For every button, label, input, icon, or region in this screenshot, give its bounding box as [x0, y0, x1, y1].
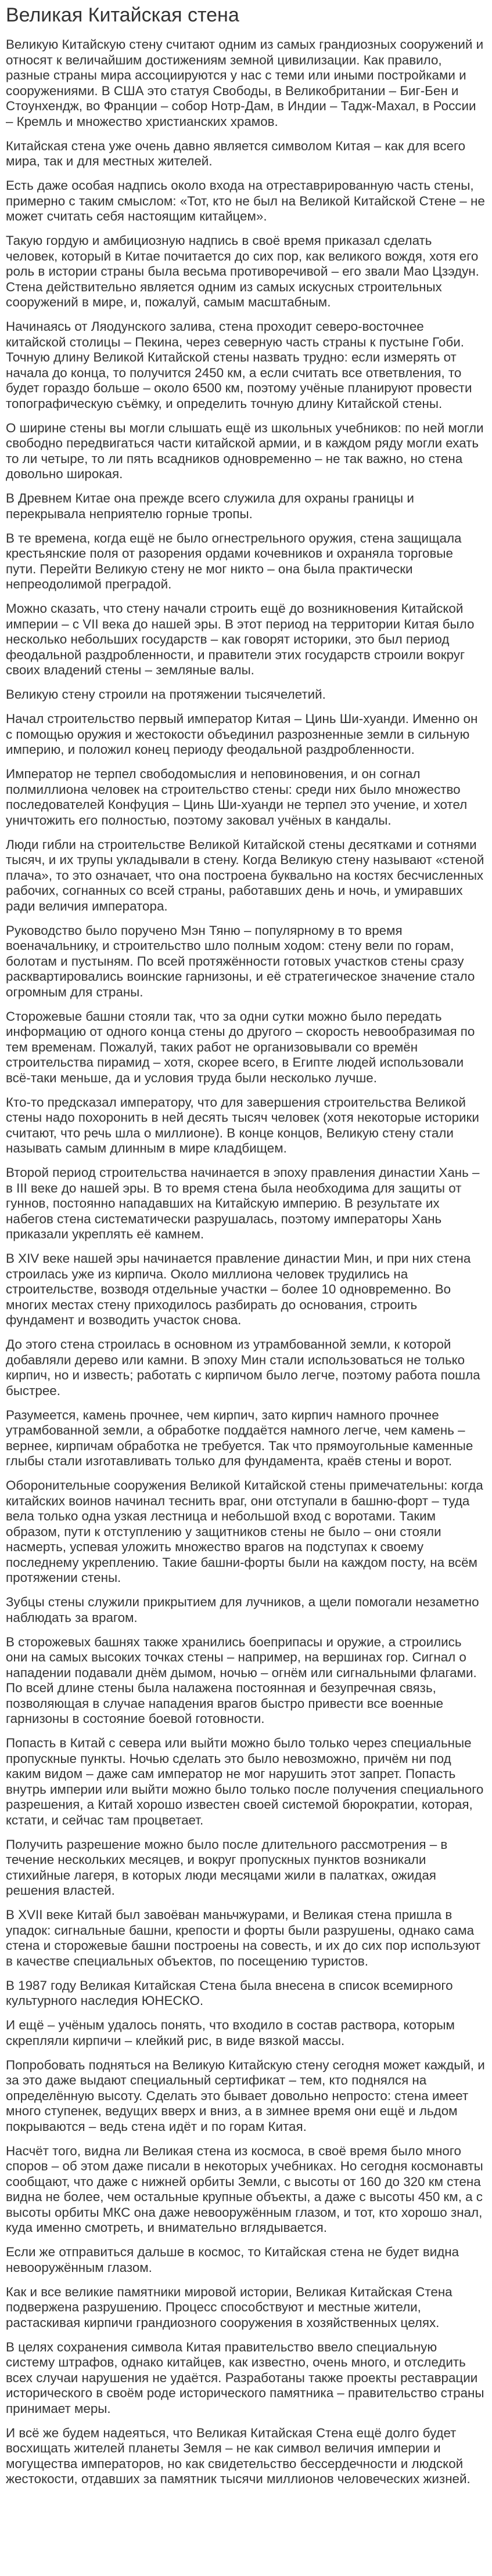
article-paragraph: В сторожевых башнях также хранились боеприпасы и оружие, а строились они на самых высоких точках стены – например, на вершинах гор. Сигнал о нападении подавали днём дымом, ночью – огнём или сигнальными флагами. По всей длине стены была налажена постоянная и безупречная связь, позволяющая в случае нападения врагов быстро привести все военные гарнизоны в состояние боевой готовности. [6, 1634, 477, 1726]
article-paragraph: В 1987 году Великая Китайская Стена была внесена в список всемирного культурного наследия ЮНЕСКО. [6, 1978, 453, 2008]
article-paragraph: Кто-то предсказал императору, что для завершения строительства Великой стены надо похоронить в ней десять тысяч человек (хотя некоторые историки считают, что речь шла о миллионе). В конце концов, Великую стену стали называть самым длинным в мире кладбищем. [6, 1094, 479, 1155]
article-paragraph: Если же отправиться дальше в космос, то Китайская стена не будет видна невооружённым глазом. [6, 2245, 459, 2275]
article-title: Великая Китайская стена [6, 4, 239, 26]
article-paragraph: Начинаясь от Ляодунского залива, стена проходит северо-восточнее китайской столицы – Пекина, через северную часть страны к пустыне Гоби. Точную длину Великой Китайской стены назвать трудно: если измерять от начала до конца, то получится 2450 км, а если считать все ответвления, то будет гораздо больше – около 6500 км, поэтому учёные планируют провести топографическую съёмку, и определить точную длину Китайской стены. [6, 319, 472, 411]
article-paragraph: Великую стену строили на протяжении тысячелетий. [6, 687, 326, 702]
article-paragraph: В Древнем Китае она прежде всего служила для охраны границы и перекрывала неприятелю горные тропы. [6, 491, 414, 521]
article-paragraph: И всё же будем надеяться, что Великая Китайская Стена ещё долго будет восхищать жителей планеты Земля – не как символ величия империи и могущества императоров, но как свидетельство бессердечности и людской жестокости, отдавших за памятник тысячи миллионов человеческих жизней. [6, 2425, 471, 2486]
article-paragraph: До этого стена строилась в основном из утрамбованной земли, к которой добавляли дерево или камни. В эпоху Мин стали использоваться не только кирпич, но и известь; работать с кирпичом было легче, поэтому работа пошла быстрее. [6, 1337, 480, 1398]
article-paragraph: Великую Китайскую стену считают одним из самых грандиозных сооружений и относят к величайшим достижениям земной цивилизации. Как правило, разные страны мира ассоциируются у нас с теми или иными постройками и сооружениями. В США это статуя Свободы, в Великобритании – Биг-Бен и Стоунхендж, во Франции – собор Нотр-Дам, в Индии – Тадж-Махал, в России – Кремль и множество христианских храмов. [6, 37, 484, 129]
article-paragraph: В XIV веке нашей эры начинается правление династии Мин, и при них стена строилась уже из кирпича. Около миллиона человек трудились на строительстве, возводя отдельные участки – более 10 одновременно. Во многих местах стену приходилось разбирать до основания, строить фундамент и возводить участок снова. [6, 1251, 471, 1327]
article-paragraph: Руководство было поручено Мэн Тяню – популярному в то время военачальнику, и строительство шло полным ходом: стену вели по горам, болотам и пустыням. По всей протяжённости готовых участков стены сразу расквартировались воинские гарнизоны, и её стратегическое значение стало огромным для страны. [6, 923, 475, 999]
article-paragraph: Насчёт того, видна ли Великая стена из космоса, в своё время было много споров – об этом даже писали в некоторых учебниках. Но сегодня космонавты сообщают, что даже с нижней орбиты Земли, с высоты от 160 до 320 км стена видна не более, чем остальные крупные объекты, а даже с высоты 450 км, а с высоты орбиты МКС она даже невооружённым глазом, и тот, кто хорошо знал, куда именно смотреть, и внимательно вглядывается. [6, 2143, 483, 2235]
article-paragraph: В целях сохранения символа Китая правительство ввело специальную систему штрафов, однако китайцев, как известно, очень много, и отследить всех случаи нарушения не удаётся. Разработаны также проекты реставрации исторического в своём роде исторического памятника – правительство страны принимает меры. [6, 2339, 484, 2416]
article-paragraph: И ещё – учёным удалось понять, что входило в состав раствора, которым скрепляли кирпичи – клейкий рис, в виде вязкой массы. [6, 2018, 455, 2048]
article-paragraph: Сторожевые башни стояли так, что за одни сутки можно было передать информацию от одного конца стены до другого – скорость невообразимая по тем временам. Пожалуй, таких работ не организовывали со времён строительства пирамид – хотя, скорее всего, в Египте людей использовали всё-таки меньше, да и условия труда были несколько лучше. [6, 1009, 475, 1085]
article-paragraph: Попробовать подняться на Великую Китайскую стену сегодня может каждый, и за это даже выдают специальный сертификат – тем, кто поднялся на определённую высоту. Сделать это бывает довольно непросто: стена имеет много ступенек, ведущих вверх и вниз, а в зимнее время они ещё и льдом покрываются – ведь стена идёт и по горам Китая. [6, 2057, 485, 2134]
article-paragraph: Как и все великие памятники мировой истории, Великая Китайская Стена подвержена разрушению. Процесс способствуют и местные жители, растаскивая кирпичи грандиозного сооружения в хозяйственных целях. [6, 2284, 453, 2330]
article-paragraph: Получить разрешение можно было после длительного рассмотрения – в течение нескольких месяцев, и вокруг пропускных пунктов возникали стихийные лагеря, в которых люди месяцами жили в палатках, ожидая решения властей. [6, 1837, 448, 1898]
article-paragraph: В XVII веке Китай был завоёван маньчжурами, и Великая стена пришла в упадок: сигнальные башни, крепости и форты были разрушены, однако сама стена и сторожевые башни построены на совесть, и их до сих пор используют в качестве специальных объектов, по посещению туристов. [6, 1907, 481, 1968]
article-paragraph: Попасть в Китай с севера или выйти можно было только через специальные пропускные пункты. Ночью сделать это было невозможно, причём ни под каким видом – даже сам император не мог нарушить этот запрет. Попасть внутрь империи или выйти можно было только после получения специального разрешения, а Китай хорошо известен своей системой бюрократии, которая, кстати, и сейчас там процветает. [6, 1736, 484, 1827]
article-paragraph: В те времена, когда ещё не было огнестрельного оружия, стена защищала крестьянские поля от разорения ордами кочевников и охраняла торговые пути. Перейти Великую стену не мог никто – она была практически непреодолимой преградой. [6, 530, 462, 591]
article-paragraph: Китайская стена уже очень давно является символом Китая – как для всего мира, так и для местных жителей. [6, 138, 466, 168]
article-paragraph: Оборонительные сооружения Великой Китайской стены примечательны: когда китайских воинов начинал теснить враг, они отступали в башню-форт – туда вела только одна узкая лестница и небольшой вход с воротами. Таким образом, пути к отступлению у защитников стены не было – они стояли насмерть, успевая уложить множество врагов на подступах к своему последнему укреплению. Такие башни-форты были на каждом посту, на всём протяжении стены. [6, 1478, 483, 1585]
article-paragraph: Зубцы стены служили прикрытием для лучников, а щели помогали незаметно наблюдать за врагом. [6, 1595, 479, 1625]
article-paragraph: Император не терпел свободомыслия и неповиновения, и он согнал полмиллиона человек на строительство стены: среди них было множество последователей Конфуция – Цинь Ши-хуанди не терпел это учение, и хотел уничтожить его полностью, поэтому заковал учёных в кандалы. [6, 767, 468, 828]
article-paragraph: Можно сказать, что стену начали строить ещё до возникновения Китайской империи – с VII века до нашей эры. В этот период на территории Китая было несколько небольших государств – как говорят историки, это был период феодальной раздробленности, и правители этих государств строили вокруг своих владений стены – земляные валы. [6, 601, 475, 677]
article-body [6, 37, 486, 2487]
article-paragraph: Начал строительство первый император Китая – Цинь Ши-хуанди. Именно он с помощью оружия и жестокости объединил разрозненные земли в сильную империю, и положил конец периоду феодальной раздробленности. [6, 711, 478, 757]
article-paragraph: Разумеется, камень прочнее, чем кирпич, зато кирпич намного прочнее утрамбованной земли, а обработке поддаётся намного легче, чем камень – вернее, кирпичам обработка не требуется. Так что прямоугольные каменные глыбы стали изготавливать только для фундамента, краёв стены и ворот. [6, 1407, 473, 1468]
article-paragraph: Есть даже особая надпись около входа на отреставрированную часть стены, примерно с таким смыслом: «Тот, кто не был на Великой Китайской Стене – не может считать себя настоящим китайцем». [6, 178, 485, 223]
article-paragraph: Такую гордую и амбициозную надпись в своё время приказал сделать человек, который в Китае почитается до сих пор, как великого вождя, хотя его роль в истории страны была весьма противоречивой – его звали Мао Цзэдун. Стена действительно является одним из самых искусных строительных сооружений в мире, и, пожалуй, самым масштабным. [6, 233, 479, 309]
article-paragraph: О ширине стены вы могли слышать ещё из школьных учебников: по ней могли свободно передвигаться части китайской армии, и в каждом ряду могли ехать то ли четыре, то ли пять всадников одновременно – не так важно, но стена довольно широкая. [6, 420, 484, 481]
article-paragraph: Второй период строительства начинается в эпоху правления династии Хань – в III веке до нашей эры. В то время стена была необходима для защиты от гуннов, постоянно нападавших на Китайскую империю. В результате их набегов стена систематически разрушалась, поэтому императоры Хань приказали укреплять её камнем. [6, 1165, 480, 1241]
article-paragraph: Люди гибли на строительстве Великой Китайской стены десятками и сотнями тысяч, и их трупы укладывали в стену. Когда Великую стену называют «стеной плача», то это означает, что она построена буквально на костях бесчисленных рабочих, согнанных со всей страны, работавших день и ночь, и умиравших ради величия императора. [6, 837, 484, 913]
